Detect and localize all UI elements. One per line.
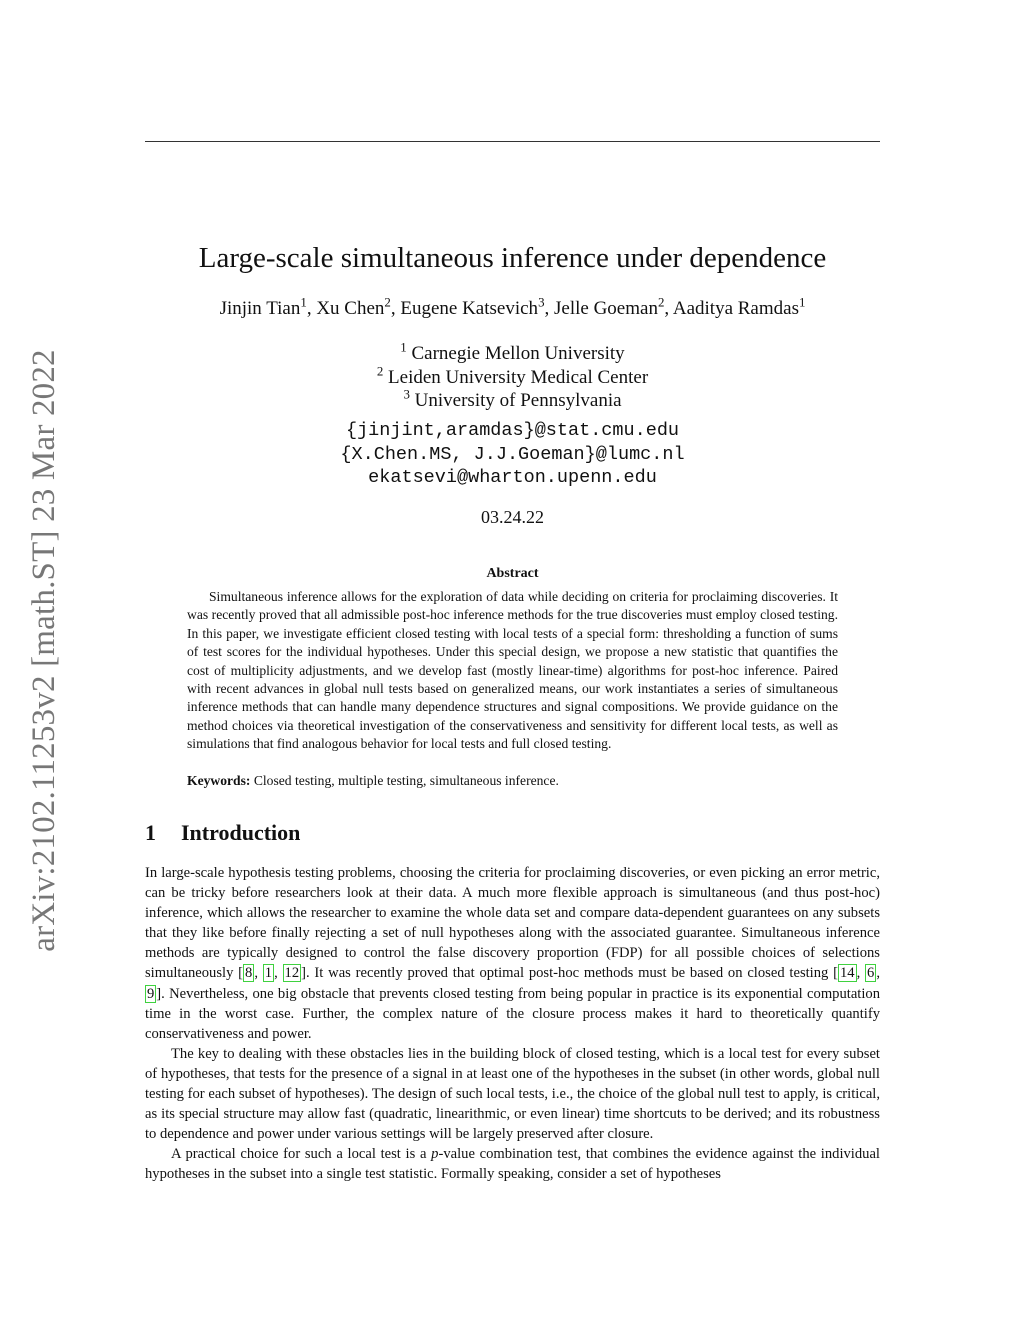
arxiv-side-stamp xyxy=(20,330,68,970)
paper-date: 03.24.22 xyxy=(481,507,544,527)
email: {jinjint,aramdas}@stat.cmu.edu xyxy=(345,420,680,441)
affiliations xyxy=(145,339,880,413)
keywords-text: Closed testing, multiple testing, simultaneous inference. xyxy=(253,773,559,788)
author: Jelle Goeman$^2$, xyxy=(554,294,673,319)
top-rule xyxy=(145,141,880,142)
email-list xyxy=(145,419,880,490)
author: Eugene Katsevich$^3$, xyxy=(400,294,555,319)
paragraph: The key to dealing with these obstacles lies in the building block of closed testing, which is a local test for every subset of hypotheses, that tests for the presence of a signal in at least one of the hypotheses in the subset (in other words, global null testing for each subset of hypotheses). The design of such local tests, i.e., the choice of the global null test to apply, is critical, as its special structure may allow fast (quadratic, linearithmic, or even linear) time shortcuts to be derived; and its robustness to dependence and power under various settings will be largely preserved after closure. xyxy=(145,1045,880,1143)
affiliation: $^3$ University of Pennsylvania xyxy=(403,386,622,411)
body-text xyxy=(145,863,880,1185)
citation-link[interactable]: 6 xyxy=(867,965,875,982)
citation-link[interactable]: 9 xyxy=(147,985,155,1002)
citation-link[interactable]: 1 xyxy=(264,965,273,982)
author-list xyxy=(145,294,880,320)
email: ekatsevi@wharton.upenn.edu xyxy=(368,467,657,488)
paper-title: Large-scale simultaneous inference under dependence xyxy=(198,242,827,274)
citation-link[interactable]: 14 xyxy=(840,965,855,982)
keywords-label: Keywords: xyxy=(187,773,251,788)
author: Xu Chen$^2$, xyxy=(316,294,401,319)
citation-link[interactable]: 12 xyxy=(284,965,300,982)
affiliation: $^2$ Leiden University Medical Center xyxy=(376,362,649,388)
email: {X.Chen.MS, J.J.Goeman}@lumc.nl xyxy=(340,443,685,465)
citation-link[interactable]: 8 xyxy=(245,965,253,982)
paragraph: A practical choice for such a local test is a p-value combination test, that combines the evidence against the individual hypotheses in the subset into a single test statistic. Formally speaking, consider a set of hypotheses xyxy=(145,1146,880,1183)
author: Aaditya Ramdas$^1$ xyxy=(672,294,806,319)
abstract xyxy=(187,588,838,754)
section-heading xyxy=(145,820,300,846)
section-number: 1 xyxy=(145,820,156,845)
author: Jinjin Tian$^1$, xyxy=(219,294,317,319)
arxiv-identifier: arXiv:2102.11253v2 [math.ST] 23 Mar 2022 xyxy=(25,348,62,952)
abstract-heading: Abstract xyxy=(486,566,539,581)
paragraph: In large-scale hypothesis testing problems, choosing the criteria for proclaiming discoveries, or even picking an error metric, can be tricky before researchers look at their data. A much more flexible approach is simultaneous (and thus post-hoc) inference, which allows the researcher to examine the whole data set and compare data-dependent guarantees on any subsets that they like before finally rejecting a set of null hypotheses along with the associated guarantee. Simultaneous inference methods are typically designed to control the false discovery proportion (FDP) for all possible choices of selections simultaneously [ 8 , 1 , 12 ]. It was recently proved that optimal post-hoc methods must be based on closed testing [ 14 , 6 , 9 ]. Nevertheless, one big obstacle that prevents closed testing from being popular in practice is its exponential computation time in the worst case. Further, the complex nature of the closure process makes it hard to theoretically quantify conservativeness and power. xyxy=(145,865,880,1042)
keywords xyxy=(187,772,838,790)
abstract-text: Simultaneous inference allows for the exploration of data while deciding on criteria for proclaiming discoveries. It was recently proved that all admissible post-hoc inference methods for the true discoveries must employ closed testing. In this paper, we investigate efficient closed testing with local tests of a special form: thresholding a function of sums of test scores for the individual hypotheses. Under this special design, we propose a new statistic that quantifies the cost of multiplicity adjustments, and we develop fast (mostly linear-time) algorithms for post-hoc inference. Paired with recent advances in global null tests based on generalized means, our work instantiates a series of simultaneous inference methods that can handle many dependence structures and signal compositions. We provide guidance on the method choices via theoretical investigation of the conservativeness and sensitivity for different local tests, as well as simulations that find analogous behavior for local tests and full closed testing. xyxy=(187,589,838,752)
section-title: Introduction xyxy=(181,820,301,845)
affiliation: $^1$ Carnegie Mellon University xyxy=(400,339,625,364)
